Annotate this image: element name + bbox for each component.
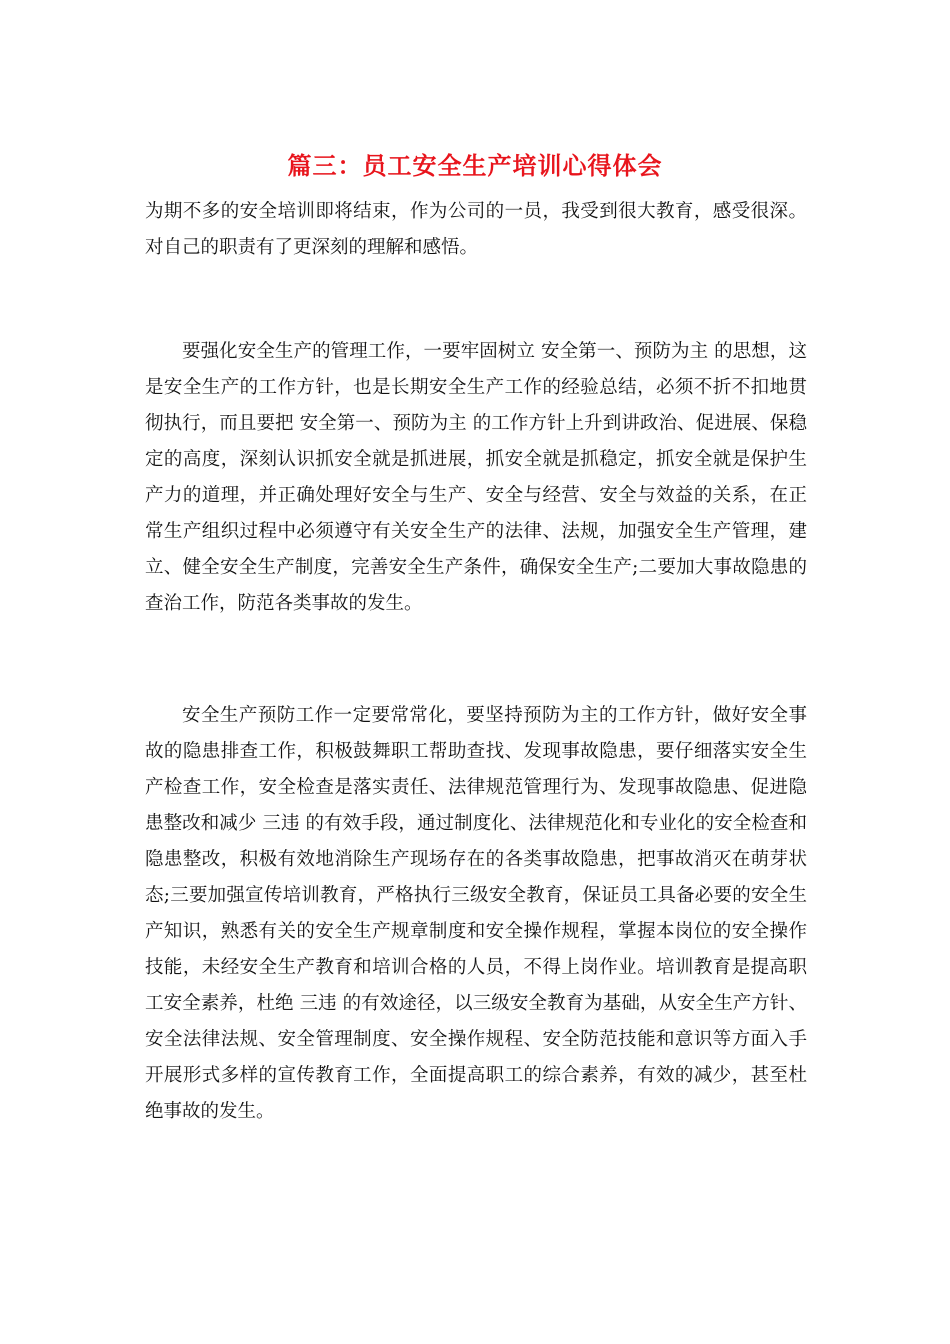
document-title: 篇三：员工安全生产培训心得体会 [287, 152, 663, 180]
intro-paragraph: 为期不多的安全培训即将结束，作为公司的一员，我受到很大教育，感受很深。对自己的职责有了更深刻的理解和感悟。 [145, 201, 807, 258]
body-paragraph-2: 安全生产预防工作一定要常常化，要坚持预防为主的工作方针，做好安全事故的隐患排查工作，积极鼓舞职工帮助查找、发现事故隐患，要仔细落实安全生产检查工作，安全检查是落实责任、法律规范管理行为、发现事故隐患、促进隐患整改和减少 三违 的有效手段，通过制度化、法律规范化和专业化的安全检查和隐患整改，积极有效地消除生产现场存在的各类事故隐患，把事故消灭在萌芽状态;三要加强宣传培训教育，严格执行三级安全教育，保证员工具备必要的安全生产知识，熟悉有关的安全生产规章制度和安全操作规程，掌握本岗位的安全操作技能，未经安全生产教育和培训合格的人员，不得上岗作业。培训教育是提高职工安全素养，杜绝 三违 的有效途径，以三级安全教育为基础，从安全生产方针、安全法律法规、安全管理制度、安全操作规程、安全防范技能和意识等方面入手开展形式多样的宣传教育工作，全面提高职工的综合素养，有效的减少，甚至杜绝事故的发生。 [145, 705, 807, 1122]
body-paragraph-1: 要强化安全生产的管理工作，一要牢固树立 安全第一、预防为主 的思想，这是安全生产的工作方针，也是长期安全生产工作的经验总结，必须不折不扣地贯彻执行，而且要把 安全第一、预防为主 的工作方针上升到讲政治、促进展、保稳定的高度，深刻认识抓安全就是抓进展，抓安全就是抓稳定，抓安全就是保护生产力的道理，并正确处理好安全与生产、安全与经营、安全与效益的关系，在正常生产组织过程中必须遵守有关安全生产的法律、法规，加强安全生产管理，建立、健全安全生产制度，完善安全生产条件，确保安全生产;二要加大事故隐患的查治工作，防范各类事故的发生。 [145, 341, 807, 614]
